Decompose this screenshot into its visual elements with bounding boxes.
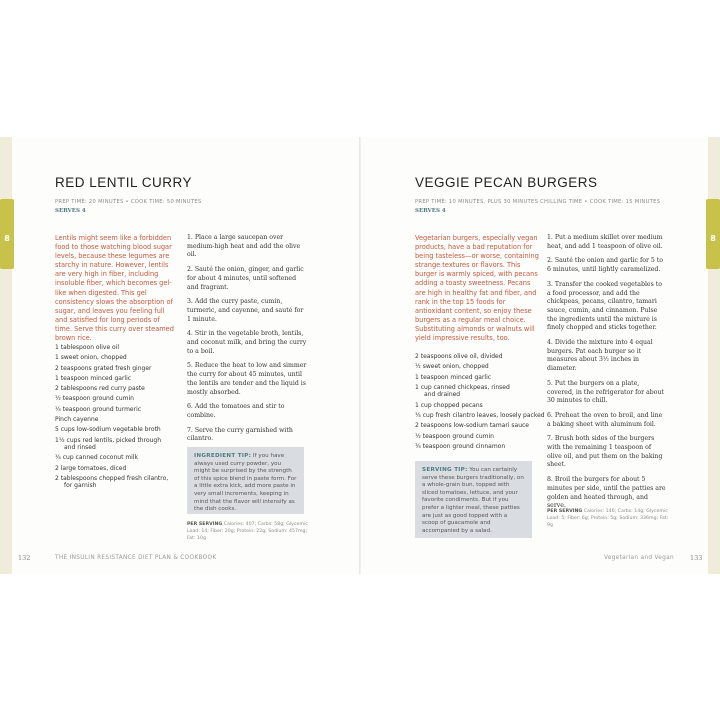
per-serving-values: Calories: 146; Carbs: 14g; Glycemic Load: 5; Fiber: 6g; Protein: 5g; Sodium: 336mg; Fat: 9g [547, 509, 669, 528]
ingredient-tip-box [187, 447, 304, 514]
ingredient-item-continued: and drained [424, 391, 461, 399]
recipe-title: VEGGIE PECAN BURGERS [415, 175, 598, 190]
method-step: 6. Preheat the oven to broil, and line a baking sheet with aluminum foil. [547, 411, 663, 428]
ingredient-item: ¼ teaspoon ground turmeric [55, 405, 142, 413]
ingredient-item: 2 teaspoons low-sodium tamari sauce [415, 422, 529, 430]
ingredient-item: 1 cup chopped pecans [415, 401, 483, 409]
running-head-right: Vegetarian and Vegan [604, 555, 674, 561]
ingredient-item: 5 cups low-sodium vegetable broth [55, 426, 161, 434]
recipe-intro: Vegetarian burgers, especially vegan products, have a bad reputation for being tasteless—or worse, containing strange textures or flavors. This burger is warmly spiced, with pecans adding a toasty sweetness. Pecans are high in healthy fat and fiber, and rank in the top 15 foods for antioxidant content, so enjoy these burgers as a regular meal choice. Substituting almonds or walnuts will yield impressive results, too. [415, 234, 539, 343]
tip-label: SERVING TIP: [422, 467, 468, 473]
book-gutter [359, 137, 361, 574]
ingredient-item: ¼ cup canned coconut milk [55, 454, 138, 462]
per-serving-label: PER SERVING [547, 509, 583, 514]
method-steps [547, 234, 667, 517]
recipe-time-meta: PREP TIME: 10 MINUTES, PLUS 30 MINUTES CHILLING TIME • COOK TIME: 15 MINUTES [415, 199, 661, 205]
ingredient-item: ½ teaspoon ground cumin [55, 395, 134, 403]
chapter-tab-number-left: 8 [4, 234, 10, 243]
ingredient-item: 2 tablespoons chopped fresh cilantro, [55, 475, 169, 483]
ingredient-list [55, 343, 185, 492]
recipe-title: RED LENTIL CURRY [55, 175, 193, 190]
method-steps [187, 234, 307, 450]
ingredient-item: 2 tablespoons red curry paste [55, 385, 145, 393]
ingredient-item: Pinch cayenne [55, 416, 99, 424]
chapter-tab-number-right: 8 [710, 234, 716, 243]
running-head-left: THE INSULIN RESISTANCE DIET PLAN & COOKBOOK [55, 555, 217, 561]
ingredient-item: 1 teaspoon minced garlic [55, 374, 132, 382]
ingredient-item: 1 cup canned chickpeas, rinsed [415, 383, 510, 391]
ingredient-item: 2 teaspoons olive oil, divided [415, 353, 503, 360]
serving-tip-box [415, 461, 532, 538]
page-number-left: 132 [18, 554, 31, 562]
recipe-serves: SERVES 4 [415, 208, 446, 214]
tip-text: If you have always used curry powder, you might be surprised by the strength of this spice blend in paste form. For a little extra kick, add more paste in very small increments, keeping in mind that the flavor will intensify as the dish cooks. [194, 453, 297, 513]
method-step: 2. Sauté the onion and garlic for 5 to 6 minutes, until lightly caramelized. [547, 257, 664, 274]
ingredient-item: 2 teaspoons grated fresh ginger [55, 364, 152, 372]
method-step: 3. Transfer the cooked vegetables to a food processor, and add the chickpeas, pecans, cilantro, tamari sauce, cumin, and cinnamon. Pulse the ingredients until the mixture is finely chopped and sticks together. [547, 280, 662, 332]
method-step: 8. Broil the burgers for about 5 minutes per side, until the patties are golden and heated through, and serve. [547, 476, 666, 510]
method-step: 6. Add the tomatoes and stir to combine. [187, 403, 285, 419]
method-step: 2. Sauté the onion, ginger, and garlic for about 4 minutes, until softened and fragrant. [187, 266, 304, 291]
per-serving-label: PER SERVING [187, 522, 223, 527]
ingredient-item-continued: for garnish [64, 482, 97, 490]
method-step: 4. Stir in the vegetable broth, lentils, and coconut milk, and bring the curry to a boil. [187, 330, 307, 355]
ingredient-item: 1 tablespoon olive oil [55, 344, 120, 351]
method-step: 7. Brush both sides of the burgers with the remaining 1 teaspoon of olive oil, and put them on the baking sheet. [547, 435, 663, 469]
ingredient-item: 1 teaspoon minced garlic [415, 373, 492, 381]
ingredient-item: ¼ teaspoon ground cinnamon [415, 442, 506, 450]
method-step: 5. Reduce the heat to low and simmer the curry for about 45 minutes, until the lentils are tender and the liquid is mostly absorbed. [187, 362, 307, 396]
per-serving-values: Calories: 407; Carbs: 58g; Glycemic Load: 14; Fiber: 20g; Protein: 22g; Sodium: 457mg; Fat: 10g [187, 522, 308, 541]
ingredient-item: ½ teaspoon ground cumin [415, 432, 494, 440]
ingredient-list [415, 352, 547, 452]
per-serving-nutrition [187, 521, 309, 542]
method-step: 1. Place a large saucepan over medium-high heat and add the olive oil. [187, 234, 301, 259]
ingredient-item: 1 sweet onion, chopped [55, 354, 127, 362]
page-number-right: 133 [690, 554, 703, 562]
recipe-time-meta: PREP TIME: 20 MINUTES • COOK TIME: 50 MINUTES [55, 199, 202, 205]
method-step: 4. Divide the mixture into 4 equal burgers. Pat each burger so it measures about 3½ inches in diameter. [547, 339, 653, 373]
ingredient-item-continued: and rinsed [64, 443, 96, 451]
method-step: 3. Add the curry paste, cumin, turmeric, and cayenne, and sauté for 1 minute. [187, 298, 304, 323]
per-serving-nutrition [547, 508, 669, 529]
method-step: 1. Put a medium skillet over medium heat, and add 1 teaspoon of olive oil. [547, 234, 663, 250]
ingredient-item: ½ sweet onion, chopped [415, 363, 489, 371]
ingredient-item: 1½ cups red lentils, picked through [55, 436, 162, 444]
method-step: 7. Serve the curry garnished with cilantro. [187, 426, 293, 443]
ingredient-item: ¼ cup fresh cilantro leaves, loosely packed [415, 411, 545, 419]
method-step: 5. Put the burgers on a plate, covered, in the refrigerator for about 30 minutes to chill. [547, 379, 664, 405]
recipe-intro: Lentils might seem like a forbidden food to those watching blood sugar levels, because these legumes are starchy in nature. However, lentils are very high in fiber, including insoluble fiber, which becomes gel-like when digested. This gel consistency slows the absorption of sugar, and leaves you feeling full and satisfied for long periods of time. Serve this curry over steamed brown rice. [55, 234, 174, 343]
recipe-serves: SERVES 4 [55, 208, 86, 214]
ingredient-item: 2 large tomatoes, diced [55, 464, 127, 472]
tip-text: You can certainly serve these burgers traditionally, on a whole-grain bun, topped with sliced tomatoes, lettuce, and your favorite condiments. But if you prefer a lighter meal, these patties are just as good topped with a scoop of guacamole and accompanied by a salad. [422, 467, 524, 534]
tip-label: INGREDIENT TIP: [194, 453, 252, 459]
